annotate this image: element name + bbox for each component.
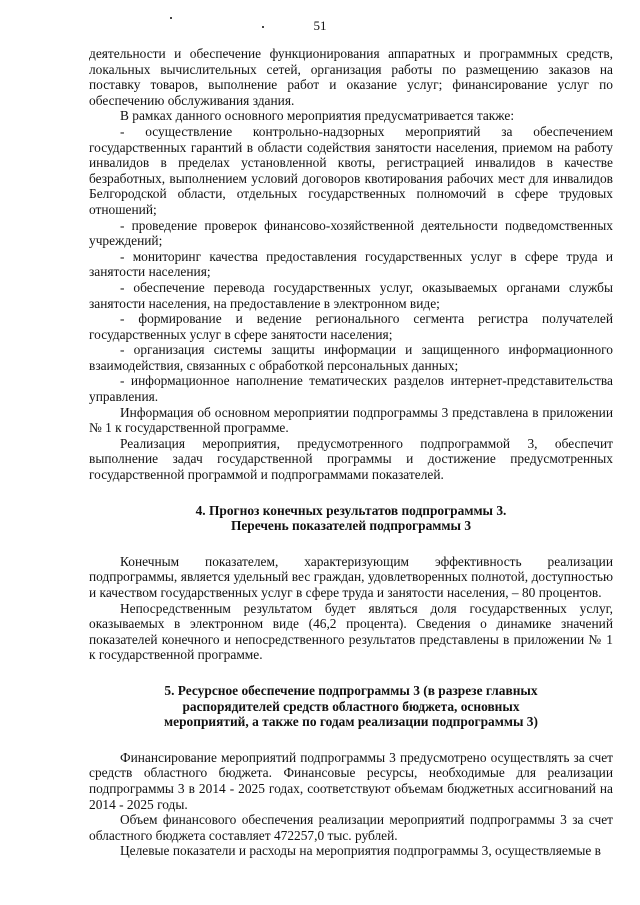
section-5-heading	[89, 683, 613, 730]
paragraph: Объем финансового обеспечения реализации мероприятий подпрограммы 3 за счет областного бюджета составляет 472257,0 тыс. рублей.	[89, 812, 613, 843]
section-5-text	[89, 750, 613, 859]
list-item: - информационное наполнение тематических разделов интернет-представительства управления.	[89, 373, 613, 405]
paragraph: Информация об основном мероприятии подпрограммы 3 представлена в приложении № 1 к государственной программе.	[89, 404, 613, 436]
section-4-text	[89, 554, 613, 663]
section-4-heading	[89, 503, 613, 534]
intro-text	[89, 46, 613, 483]
paragraph: Целевые показатели и расходы на мероприятия подпрограммы 3, осуществляемые в	[120, 843, 601, 859]
heading-line: мероприятий, а также по годам реализации подпрограммы 3)	[164, 714, 538, 730]
heading-line: 4. Прогноз конечных результатов подпрограммы 3.	[195, 502, 507, 518]
paragraph: деятельности и обеспечение функционирования аппаратных и программных средств, локальных вычислительных сетей, организация работы по размещению заказов на поставку товаров, выполнение работ и оказание услуг; финансирование услуг по обеспечению обслуживания здания.	[89, 46, 613, 108]
paragraph: Конечным показателем, характеризующим эффективность реализации подпрограммы, является удельный вес граждан, удовлетворенных полнотой, доступностью и качеством государственных услуг в сфере труда и занятости населения, – 80 процентов.	[89, 553, 613, 600]
list-item: - проведение проверок финансово-хозяйственной деятельности подведомственных учреждений;	[89, 217, 613, 249]
paragraph: В рамках данного основного мероприятия предусматривается также:	[120, 108, 515, 124]
heading-line: 5. Ресурсное обеспечение подпрограммы 3 (в разрезе главных	[164, 682, 538, 698]
paragraph: Финансирование мероприятий подпрограммы 3 предусмотрено осуществлять за счет средств областного бюджета. Финансовые ресурсы, необходимые для реализации подпрограммы 3 в 2014 - 2025 годах, соответствуют объемам бюджетных ассигнований на 2014 - 2025 годы.	[89, 749, 613, 812]
page-number: 51	[313, 18, 327, 33]
list-item: - организация системы защиты информации и защищенного информационного взаимодействия, связанных с обработкой персональных данных;	[89, 342, 613, 373]
list-item: - обеспечение перевода государственных услуг, оказываемых органами службы занятости населения, на предоставление в электронном виде;	[89, 279, 613, 311]
list-item: - формирование и ведение регионального сегмента регистра получателей государственных услуг в сфере занятости населения;	[89, 311, 613, 342]
paragraph: Непосредственным результатом будет являться доля государственных услуг, оказываемых в электронном виде (46,2 процента). Сведения о динамике значений показателей конечного и непосредственного результатов представлены в приложении № 1 к государственной программе.	[89, 600, 613, 663]
heading-line: Перечень показателей подпрограммы 3	[230, 518, 472, 534]
paragraph: Реализация мероприятия, предусмотренного подпрограммой 3, обеспечит выполнение задач государственной программы и достижение предусмотренных государственной программой и подпрограммами показателей.	[89, 435, 613, 483]
document-body	[89, 46, 613, 859]
list-item: - осуществление контрольно-надзорных мероприятий за обеспечением государственных гарантий в области содействия занятости населения, приемом на работу инвалидов в пределах установленной квоты, регистрацией инвалидов в качестве безработных, выполнением условий договоров квотирования рабочих мест для инвалидов Белгородской области, отдельных государственных полномочий в сфере трудовых отношений;	[89, 123, 613, 217]
list-item: - мониторинг качества предоставления государственных услуг в сфере труда и занятости населения;	[89, 248, 613, 280]
heading-line: распорядителей средств областного бюджета, основных	[182, 698, 520, 714]
